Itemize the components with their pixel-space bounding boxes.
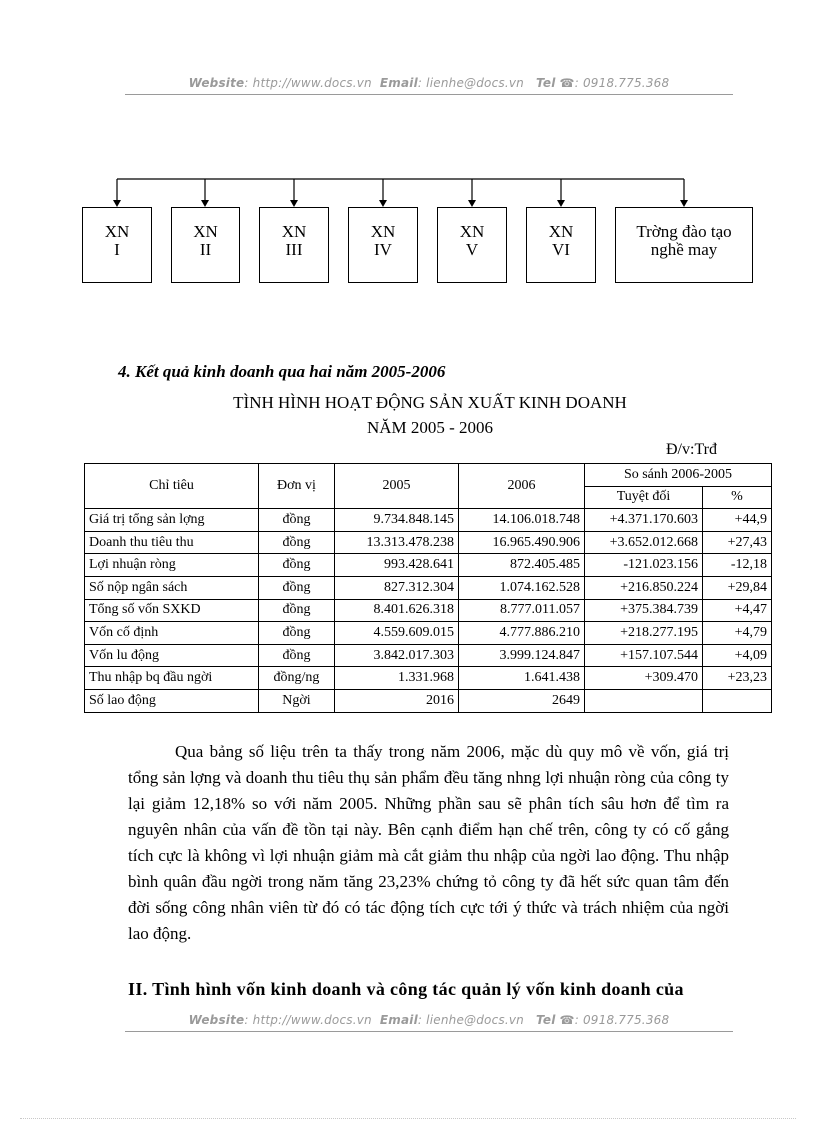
row-name: Thu nhập bq đầu ngời [85, 667, 259, 690]
row-pct: +4,79 [703, 622, 772, 645]
tel-value: : 0918.775.368 [574, 76, 670, 90]
email-value: : lienhe@docs.vn [417, 76, 524, 90]
row-2005: 3.842.017.303 [335, 644, 459, 667]
row-pct: +27,43 [703, 531, 772, 554]
page-footer [125, 1013, 733, 1027]
org-box-xn-2 [171, 207, 240, 283]
paragraph-text: Qua bảng số liệu trên ta thấy trong năm 2006, mặc dù quy mô về vốn, giá trị tổng sản lợng và doanh thu tiêu thụ sản phẩm đều tăng nhng lợi nhuận ròng của công ty lại giảm 12,18% so với năm 2005. Những phần sau sẽ phân tích sâu hơn để tìm ra nguyên nhân của vấn đề tồn tại này. Bên cạnh điểm hạn chế trên, công ty có cố gắng tích cực là không vì lợi nhuận giảm mà cắt giảm thu nhập của ngời lao động. Thu nhập bình quân đầu ngời trong năm tăng 23,23% chứng tỏ công ty đã hết sức quan tâm đến đời sống công nhân viên từ đó có tác động tích cực tới ý thức và trách nhiệm của ngời lao động. [128, 742, 729, 943]
row-abs: +309.470 [585, 667, 703, 690]
arrowhead [680, 200, 688, 207]
header-compare: So sánh 2006-2005 [585, 464, 772, 487]
website-label: Website [188, 76, 245, 90]
telephone-icon: ☎ [559, 1013, 575, 1027]
row-unit: đồng [259, 622, 335, 645]
row-abs: +375.384.739 [585, 599, 703, 622]
row-2006: 8.777.011.057 [459, 599, 585, 622]
row-abs [585, 689, 703, 712]
table-row [85, 554, 772, 577]
row-name: Giá trị tổng sản lợng [85, 509, 259, 532]
row-2005: 827.312.304 [335, 576, 459, 599]
email-label: Email [379, 1013, 418, 1027]
arrowhead [290, 200, 298, 207]
org-box-training-school [615, 207, 753, 283]
arrowhead [468, 200, 476, 207]
org-box-xn-6 [526, 207, 596, 283]
arrowhead [113, 200, 121, 207]
row-2006: 16.965.490.906 [459, 531, 585, 554]
table-row [85, 531, 772, 554]
header-2005: 2005 [335, 464, 459, 509]
row-pct: +44,9 [703, 509, 772, 532]
table-subtitle: NĂM 2005 - 2006 [366, 418, 494, 437]
org-box-line2: nghề may [650, 240, 718, 259]
org-box-line2: V [465, 240, 479, 259]
table-title: TÌNH HÌNH HOẠT ĐỘNG SẢN XUẤT KINH DOANH [233, 393, 627, 412]
row-2006: 4.777.886.210 [459, 622, 585, 645]
section-title: 4. Kết quả kinh doanh qua hai năm 2005-2006 [118, 362, 446, 381]
org-box-xn-5 [437, 207, 507, 283]
section-heading-ii: II. Tình hình vốn kinh doanh và công tác quản lý vốn kinh doanh của [128, 979, 684, 999]
row-name: Vốn cố định [85, 622, 259, 645]
row-2006: 1.074.162.528 [459, 576, 585, 599]
row-2005: 993.428.641 [335, 554, 459, 577]
row-pct: +23,23 [703, 667, 772, 690]
email-value: : lienhe@docs.vn [417, 1013, 524, 1027]
tel-value: : 0918.775.368 [574, 1013, 670, 1027]
org-box-xn-1 [82, 207, 152, 283]
row-2005: 13.313.478.238 [335, 531, 459, 554]
row-pct: -12,18 [703, 554, 772, 577]
row-unit: đồng/ng [259, 667, 335, 690]
table-row [85, 576, 772, 599]
row-unit: đồng [259, 576, 335, 599]
row-2005: 9.734.848.145 [335, 509, 459, 532]
org-box-line1: XN [193, 222, 218, 241]
header-absolute: Tuyệt đối [585, 486, 703, 509]
table-row [85, 622, 772, 645]
row-pct: +4,47 [703, 599, 772, 622]
row-abs: +4.371.170.603 [585, 509, 703, 532]
header-indicator: Chỉ tiêu [85, 464, 259, 509]
page-bottom-dotted-line [20, 1118, 796, 1119]
row-2005: 4.559.609.015 [335, 622, 459, 645]
row-unit: đồng [259, 509, 335, 532]
row-name: Doanh thu tiêu thu [85, 531, 259, 554]
row-pct: +29,84 [703, 576, 772, 599]
row-2005: 1.331.968 [335, 667, 459, 690]
row-2005: 8.401.626.318 [335, 599, 459, 622]
email-label: Email [379, 76, 418, 90]
row-unit: đồng [259, 531, 335, 554]
row-pct [703, 689, 772, 712]
row-name: Tổng số vốn SXKD [85, 599, 259, 622]
org-box-line1: XN [548, 222, 574, 241]
org-box-line1: XN [370, 222, 396, 241]
row-2006: 1.641.438 [459, 667, 585, 690]
row-name: Vốn lu động [85, 644, 259, 667]
telephone-icon: ☎ [559, 76, 575, 90]
header-percent: % [703, 486, 772, 509]
row-abs: +157.107.544 [585, 644, 703, 667]
row-2005: 2016 [335, 689, 459, 712]
tel-label: Tel [536, 1013, 556, 1027]
org-box-xn-3 [259, 207, 329, 283]
row-2006: 2649 [459, 689, 585, 712]
arrowhead [557, 200, 565, 207]
org-box-line2: I [114, 240, 120, 259]
row-abs: -121.023.156 [585, 554, 703, 577]
header-2006: 2006 [459, 464, 585, 509]
row-name: Số nộp ngân sách [85, 576, 259, 599]
table-row [85, 509, 772, 532]
org-box-line2: IV [374, 240, 392, 259]
row-unit: Ngời [259, 689, 335, 712]
row-name: Lợi nhuận ròng [85, 554, 259, 577]
business-results-table [84, 463, 772, 713]
row-2006: 3.999.124.847 [459, 644, 585, 667]
row-abs: +216.850.224 [585, 576, 703, 599]
org-box-line2: VI [552, 240, 570, 259]
row-unit: đồng [259, 599, 335, 622]
table-row [85, 644, 772, 667]
table-row [85, 599, 772, 622]
row-2006: 14.106.018.748 [459, 509, 585, 532]
header-unit: Đơn vị [259, 464, 335, 509]
org-box-line1: Trờng đào tạo [636, 222, 732, 241]
row-2006: 872.405.485 [459, 554, 585, 577]
tel-label: Tel [536, 76, 556, 90]
arrowhead [201, 200, 209, 207]
table-row [85, 689, 772, 712]
row-pct: +4,09 [703, 644, 772, 667]
row-abs: +218.277.195 [585, 622, 703, 645]
org-box-line2: II [199, 240, 212, 259]
website-value: : http://www.docs.vn [244, 76, 372, 90]
org-box-line2: III [285, 240, 303, 259]
analysis-paragraph [128, 739, 729, 947]
row-unit: đồng [259, 554, 335, 577]
org-box-xn-4 [348, 207, 418, 283]
website-value: : http://www.docs.vn [244, 1013, 372, 1027]
footer-rule [125, 1031, 733, 1032]
website-label: Website [188, 1013, 245, 1027]
row-abs: +3.652.012.668 [585, 531, 703, 554]
table-header-row [85, 464, 772, 487]
row-unit: đồng [259, 644, 335, 667]
table-row [85, 667, 772, 690]
arrowhead [379, 200, 387, 207]
org-box-line1: XN [281, 222, 307, 241]
org-box-line1: XN [104, 222, 130, 241]
unit-note: Đ/v:Trđ [666, 441, 717, 458]
row-name: Số lao động [85, 689, 259, 712]
org-box-line1: XN [459, 222, 485, 241]
